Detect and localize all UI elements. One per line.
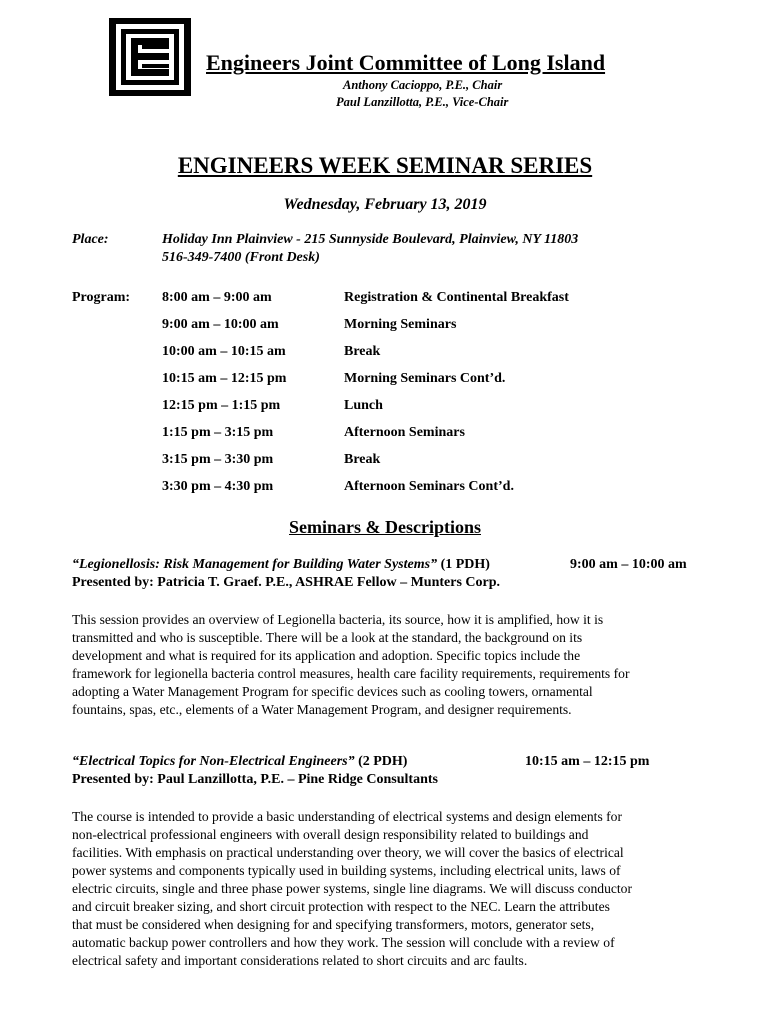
program-time: 9:00 am – 10:00 am xyxy=(162,317,279,332)
program-time: 3:15 pm – 3:30 pm xyxy=(162,452,274,467)
program-time: 3:30 pm – 4:30 pm xyxy=(162,479,274,494)
seminar-presenter: Presented by: Paul Lanzillotta, P.E. – Pine Ridge Consultants xyxy=(72,772,438,787)
seminar-description: This session provides an overview of Legionella bacteria, its source, how it is amplified, how it is transmitted and who is susceptible. There will be a look at the standard, the background on its development and what is required for its application and adoption. Specific topics include the framework for legionella bacteria control measures, health care facility requirements, requirements for adopting a Water Management Program for specific devices such as cooling towers, ornamental fountains, spas, etc., elements of a Water Management Program, and designer requirements. xyxy=(72,612,630,717)
program-time: 12:15 pm – 1:15 pm xyxy=(162,398,281,413)
place-label: Place: xyxy=(72,232,109,247)
chair-name: Anthony Cacioppo, P.E., Chair xyxy=(343,78,503,92)
program-row xyxy=(162,452,380,468)
program-time: 10:00 am – 10:15 am xyxy=(162,344,286,359)
program-time: 10:15 am – 12:15 pm xyxy=(162,371,287,386)
program-row xyxy=(162,317,456,333)
program-activity: Afternoon Seminars Cont’d. xyxy=(344,479,514,494)
section-heading: Seminars & Descriptions xyxy=(289,517,481,537)
program-activity: Lunch xyxy=(344,398,383,413)
seminar-title: “Electrical Topics for Non-Electrical Engineers” (2 PDH) xyxy=(72,754,408,769)
seminar-time: 10:15 am – 12:15 pm xyxy=(525,754,650,769)
program-row xyxy=(162,290,569,306)
program-row xyxy=(162,398,383,414)
vice-chair-name: Paul Lanzillotta, P.E., Vice-Chair xyxy=(336,95,509,109)
program-activity: Afternoon Seminars xyxy=(344,425,465,440)
seminar-time: 9:00 am – 10:00 am xyxy=(570,557,687,572)
program-time: 8:00 am – 9:00 am xyxy=(162,290,272,305)
org-name: Engineers Joint Committee of Long Island xyxy=(206,50,606,75)
program-activity: Break xyxy=(344,344,381,359)
program-row xyxy=(162,344,380,360)
ejcli-logo xyxy=(109,18,191,96)
program-time: 1:15 pm – 3:15 pm xyxy=(162,425,274,440)
program-row xyxy=(162,425,465,441)
seminar-title: “Legionellosis: Risk Management for Building Water Systems” (1 PDH) xyxy=(72,557,490,572)
place-address: Holiday Inn Plainview - 215 Sunnyside Boulevard, Plainview, NY 11803 xyxy=(162,232,579,247)
program-activity: Morning Seminars xyxy=(344,317,457,332)
program-activity: Registration & Continental Breakfast xyxy=(344,290,569,305)
page-title: ENGINEERS WEEK SEMINAR SERIES xyxy=(177,153,593,178)
program-label: Program: xyxy=(72,290,131,305)
seminar-presenter: Presented by: Patricia T. Graef. P.E., ASHRAE Fellow – Munters Corp. xyxy=(72,575,500,590)
seminar-description: The course is intended to provide a basic understanding of electrical systems and design elements for non-electrical professional engineers with overall design responsibility related to buildings and facilities. With emphasis on practical understanding over theory, we will cover the basics of electrical power systems and components typically used in building systems, including electrical units, laws of electric circuits, single and three phase power systems, single line diagrams. We will discuss conductor and circuit breaker sizing, and short circuit protection with respect to the NEC. Learn the attributes that must be considered when designing for and specifying transformers, motors, generator sets, automatic backup power controllers and how they work. The session will conclude with a review of electrical safety and important considerations related to short circuits and arc faults. xyxy=(72,809,633,968)
program-row xyxy=(162,479,514,495)
program-activity: Morning Seminars Cont’d. xyxy=(344,371,506,386)
place-phone: 516-349-7400 (Front Desk) xyxy=(162,250,320,265)
program-activity: Break xyxy=(344,452,381,467)
program-row xyxy=(162,371,505,387)
event-date: Wednesday, February 13, 2019 xyxy=(283,196,487,213)
